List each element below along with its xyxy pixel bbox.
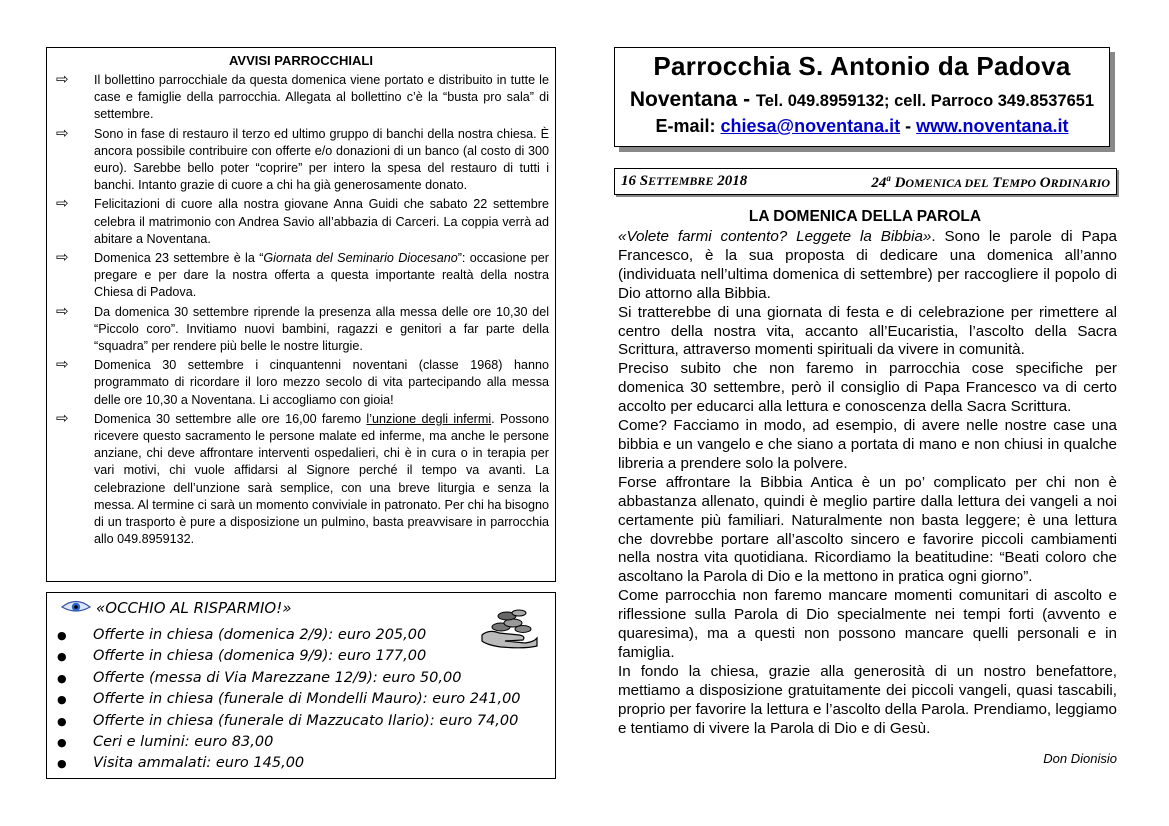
bullet-icon: ● bbox=[57, 757, 67, 771]
offerta-item: ● Visita ammalati: euro 145,00 bbox=[47, 753, 521, 774]
parish-header bbox=[614, 47, 1110, 147]
avviso-item: ⇨ Domenica 30 settembre alle ore 16,00 faremo l’unzione degli infermi. Possono ricevere questo sacramento le persone malate ed inferme, ma anche le persone anziane, chi deve affrontare interventi ospedalieri, chi è in cura o in terapia per vari motivi, chi vuole affidarsi al Signore perché il tempo va avanti. La celebrazione dell’unzione sarà semplice, con una breve liturgia e senza la messa. Al termine ci sarà un momento conviviale in patronato. Per chi ha bisogno di un trasporto è pure a disposizione un pulmino, basta preavvisare in parrocchia allo 049.8959132. bbox=[56, 409, 549, 547]
email-line bbox=[615, 116, 1109, 137]
article-paragraph: Preciso subito che non faremo in parrocchia cose specifiche per domenica 30 settembre, però il consiglio di Papa Francesco va di certo accolto per educarci alla lettura e conoscenza della Sacra Scrittura. bbox=[618, 360, 1117, 416]
liturgical-sunday: 24$^a$ DOMENICA DEL TEMPO ORDINARIO bbox=[871, 173, 1110, 191]
avviso-item: ⇨ Sono in fase di restauro il terzo ed ultimo gruppo di banchi della nostra chiesa. È ancora possibile contribuire con offerte e/o donazioni di un banco (al costo di 300 euro). Sarebbe bello poter “coprire” per intero la spesa del restauro di tutti i banchi. Intanto grazie di cuore a chi ha già generosamente donato. bbox=[56, 124, 549, 193]
offerta-item: ● Offerte in chiesa (funerale di Mondelli Mauro): euro 241,00 bbox=[47, 689, 521, 710]
email-label: E-mail: bbox=[655, 116, 721, 136]
arrow-icon: ⇨ bbox=[56, 249, 69, 267]
seminario-emphasis: Giornata del Seminario Diocesano bbox=[263, 251, 458, 266]
eye-icon bbox=[61, 599, 91, 614]
bullet-icon: ● bbox=[57, 629, 67, 642]
offerta-item: ● Offerte in chiesa (domenica 9/9): euro 177,00 bbox=[47, 646, 521, 667]
avviso-item: ⇨ Da domenica 30 settembre riprende la presenza alla messa delle ore 10,30 del “Piccolo coro”. Invitiamo nuovi bambini, ragazzi e genitori a far parte della “squadra” per rendere più belle le nostre liturgie. bbox=[56, 302, 549, 354]
offerte-list bbox=[47, 625, 521, 775]
arrow-icon: ⇨ bbox=[56, 71, 69, 88]
article-body bbox=[618, 228, 1117, 738]
article-paragraph: «Volete farmi contento? Leggete la Bibbia». Sono le parole di Papa Francesco, è la sua proposta di dedicare una domenica all’anno (individuata nell’ultima domenica di settembre) per raccogliere il popolo di Dio attorno alla Bibbia. bbox=[618, 228, 1117, 302]
article-paragraph: In fondo la chiesa, grazie alla generosità di un nostro benefattore, mettiamo a disposizione gratuitamente dei piccoli vangeli, quasi tascabili, proprio per favorire la lettura e l’ascolto della Parola. Prendiamo, leggiamo e tentiamo di vivere la Parola di Dio e di Gesù. bbox=[618, 662, 1117, 737]
avvisi-title: AVVISI PARROCCHIALI bbox=[229, 53, 373, 68]
date-bar bbox=[614, 168, 1117, 195]
offerta-item: ● Offerte in chiesa (domenica 2/9): euro 205,00 bbox=[47, 625, 521, 646]
arrow-icon: ⇨ bbox=[56, 195, 69, 213]
issue-date: 16 SETTEMBRE 2018 bbox=[621, 173, 748, 189]
bullet-icon: ● bbox=[57, 671, 67, 685]
occhio-box bbox=[46, 592, 556, 779]
article-title: LA DOMENICA DELLA PAROLA bbox=[748, 208, 982, 225]
avvisi-list bbox=[53, 72, 549, 550]
email-link[interactable]: chiesa@noventana.it bbox=[720, 116, 901, 136]
arrow-icon: ⇨ bbox=[56, 302, 69, 320]
separator: - bbox=[900, 116, 917, 136]
avviso-item: ⇨ Il bollettino parrocchiale da questa domenica viene portato e distribuito in tutte le case e famiglie della parrocchia. Allegata al bollettino c’è la “busta pro sala” di settembre. bbox=[56, 71, 549, 122]
bullet-icon: ● bbox=[57, 693, 67, 707]
signature: Don Dionisio bbox=[1043, 751, 1117, 766]
town-name: Noventana - bbox=[629, 88, 756, 111]
arrow-icon: ⇨ bbox=[56, 124, 69, 142]
article-paragraph: Forse affrontare la Bibbia Antica è un po’ complicato per chi non è abbastanza allenato, quindi è meglio partire dalla lettura dei vangeli a noi certamente più familiari. Naturalmente non basta leggere; è una lettura che dovrebbe portare all’ascolto sincero e favorire piccoli cambiamenti nella nostra vita quotidiana. Ricordiamo la beatitudine: “Beati coloro che ascoltano la Parola di Dio e la mettono in pratica ogni giorno”. bbox=[618, 473, 1117, 586]
phone-numbers: Tel. 049.8959132; cell. Parroco 349.8537651 bbox=[755, 92, 1095, 110]
arrow-icon: ⇨ bbox=[56, 409, 69, 427]
offerta-item: ● Offerte in chiesa (funerale di Mazzucato Ilario): euro 74,00 bbox=[47, 711, 521, 732]
article-paragraph: Si tratterebbe di una giornata di festa e di celebrazione per rimettere al centro della nostra vita, accanto all’Eucaristia, l’ascolto della Sacra Scrittura, attraverso momenti spirituali da vivere in comunità. bbox=[618, 303, 1117, 359]
arrow-icon: ⇨ bbox=[56, 356, 69, 374]
avviso-item: ⇨ Domenica 30 settembre i cinquantenni noventani (classe 1968) hanno programmato di ricordare il loro mezzo secolo di vita partecipando alla messa delle ore 10,30 a Noventana. Li accogliamo con gioia! bbox=[56, 356, 549, 407]
article-paragraph: Come? Facciamo in modo, ad esempio, di avere nelle nostre case una bibbia e un vangelo e che siano a portata di mano e non chiusi in qualche libreria a prendere solo la polvere. bbox=[618, 417, 1117, 472]
article-paragraph: Come parrocchia non faremo mancare momenti comunitari di ascolto e riflessione sulla Parola di Dio specialmente nei tempi forti (avvento e quaresima), ma a questi non possono mancare quelli personali e in famiglia. bbox=[618, 587, 1117, 661]
website-link[interactable]: www.noventana.it bbox=[916, 116, 1069, 136]
offerta-item: ● Offerte (messa di Via Marezzane 12/9): euro 50,00 bbox=[47, 668, 521, 689]
avvisi-box bbox=[46, 47, 556, 582]
bullet-icon: ● bbox=[57, 736, 67, 750]
unzione-underline: l’unzione degli infermi bbox=[366, 411, 492, 426]
bullet-icon: ● bbox=[57, 650, 67, 664]
contacts-line bbox=[615, 88, 1109, 112]
avviso-item: ⇨ Domenica 23 settembre è la “Giornata del Seminario Diocesano”: occasione per pregare e per dare la nostra offerta a questa importante realtà della nostra Chiesa di Padova. bbox=[56, 249, 549, 300]
bullet-icon: ● bbox=[57, 714, 67, 728]
parish-name: Parrocchia S. Antonio da Padova bbox=[653, 51, 1071, 81]
offerta-item: ● Ceri e lumini: euro 83,00 bbox=[47, 732, 521, 753]
occhio-title: «OCCHIO AL RISPARMIO!» bbox=[96, 599, 292, 617]
pope-quote: «Volete farmi contento? Leggete la Bibbia» bbox=[618, 228, 932, 245]
avviso-item: ⇨ Felicitazioni di cuore alla nostra giovane Anna Guidi che sabato 22 settembre celebra il matrimonio con Andrea Savio all’abbazia di Carceri. La coppia verrà ad abitare a Noventana. bbox=[56, 195, 549, 246]
